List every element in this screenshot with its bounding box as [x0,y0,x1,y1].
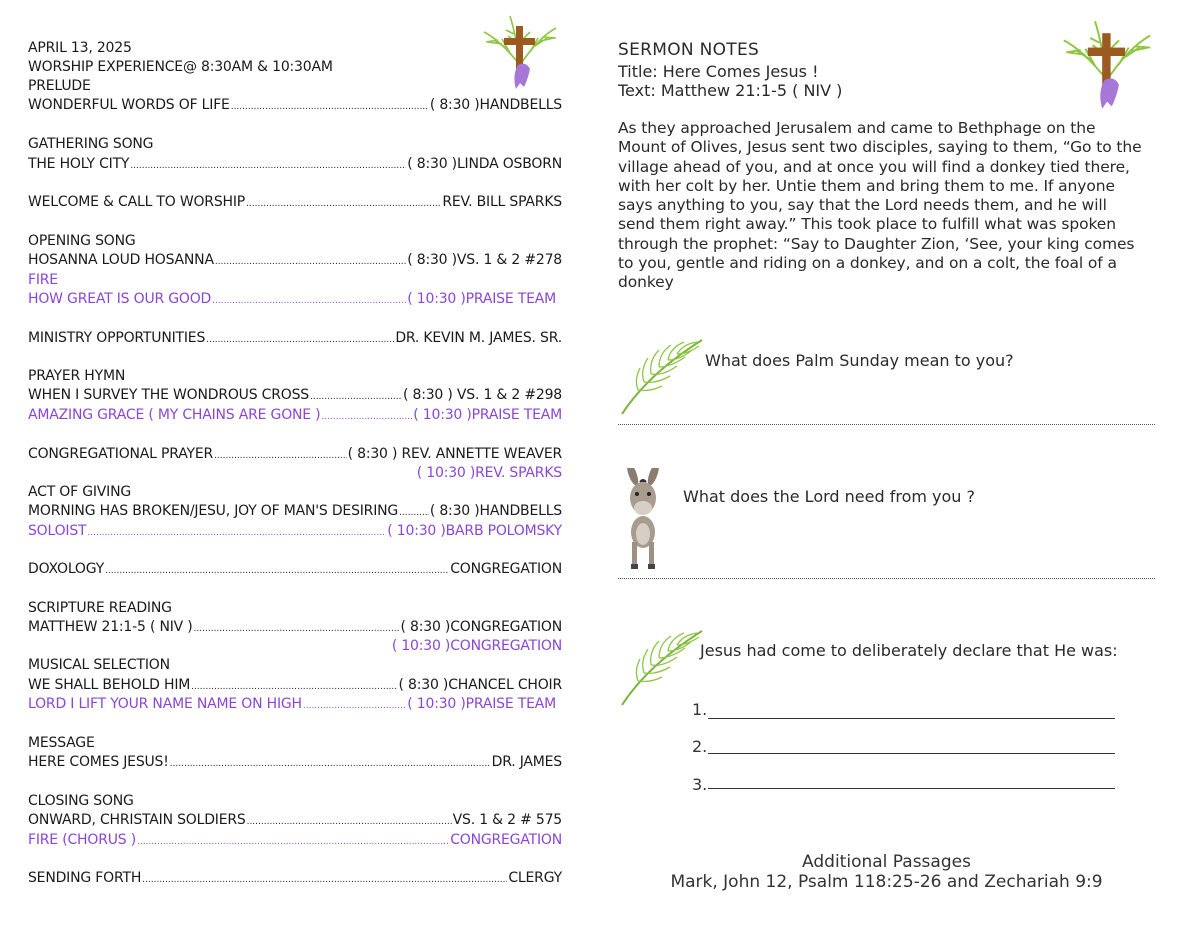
program-item: MORNING HAS BROKEN/JESU, JOY OF MAN'S DESIRING ..... ( 8:30 )HANDBELLS [28,501,562,521]
program-item: DOXOLOGY ..... CONGREGATION [28,559,562,579]
additional-passages-heading: Additional Passages [802,852,971,872]
program-item-fire: FIRE [28,272,58,288]
sermon-title: Title: Here Comes Jesus ! [618,62,819,81]
program-item: WE SHALL BEHOLD HIM ..... ( 8:30 )CHANCEL CHOIR [28,675,562,695]
blank-number: 2. [692,737,708,756]
service-times: WORSHIP EXPERIENCE@ 8:30AM & 10:30AM [28,59,333,75]
program-item: SENDING FORTH ..... CLERGY [28,868,562,888]
blank-number: 3. [692,775,708,794]
cross-palm-icon [1058,14,1156,116]
section-heading: MESSAGE [28,735,95,751]
program-item: AMAZING GRACE ( MY CHAINS ARE GONE ) ..... ( 10:30 )PRAISE TEAM [28,405,562,425]
palm-branch-icon [618,625,706,709]
donkey-icon [616,468,670,570]
section-heading: GATHERING SONG [28,136,154,152]
program-item: WHEN I SURVEY THE WONDROUS CROSS ..... ( 8:30 ) VS. 1 & 2 #298 [28,385,562,405]
program-item: ONWARD, CHRISTAIN SOLDIERS ..... VS. 1 & 2 # 575 [28,810,562,830]
program-item: LORD I LIFT YOUR NAME NAME ON HIGH ..... ( 10:30 )PRAISE TEAM [28,694,556,714]
section-heading: ACT OF GIVING [28,484,132,500]
service-date: APRIL 13, 2025 [28,40,132,56]
palm-branch-icon [618,334,706,418]
program-item: HOSANNA LOUD HOSANNA ..... ( 8:30 )VS. 1 & 2 #278 [28,250,562,270]
program-item: THE HOLY CITY ..... ( 8:30 )LINDA OSBORN [28,154,562,174]
fill-in-blank-line[interactable] [708,718,1115,719]
reflection-question-declare: Jesus had come to deliberately declare that He was: [700,641,1118,660]
program-item: WELCOME & CALL TO WORSHIP ..... REV. BILL SPARKS [28,192,562,212]
program-item: FIRE (CHORUS ) ..... CONGREGATION [28,830,562,850]
section-heading: PRELUDE [28,78,91,94]
scripture-passage: As they approached Jerusalem and came to Bethphage on the Mount of Olives, Jesus sent two disciples, saying to them, “Go to the village ahead of you, and at once you will find a donkey tied there, with her colt by her. Untie them and bring them to me. If anyone says anything to you, say that the Lord needs them, and he will send them right away.” This took place to fulfill what was spoken through the prophet: “Say to Daughter Zion, ‘See, your king comes to you, gentle and riding on a donkey, and on a colt, the foal of a donkey [618,119,1142,292]
cross-palm-icon [480,10,560,95]
program-item: WONDERFUL WORDS OF LIFE ..... ( 8:30 )HANDBELLS [28,95,562,115]
section-heading: OPENING SONG [28,233,136,249]
fill-in-blank-line[interactable] [708,753,1115,754]
section-heading: PRAYER HYMN [28,368,126,384]
reflection-question-lord-needs: What does the Lord need from you ? [683,487,976,506]
program-item: HOW GREAT IS OUR GOOD ..... ( 10:30 )PRAISE TEAM [28,289,556,309]
blank-number: 1. [692,700,708,719]
additional-passages-list: Mark, John 12, Psalm 118:25-26 and Zechariah 9:9 [670,872,1103,892]
program-item: MATTHEW 21:1-5 ( NIV ) ..... ( 8:30 )CONGREGATION [28,617,562,637]
answer-line[interactable] [618,578,1155,579]
program-item: CONGREGATIONAL PRAYER ..... ( 8:30 ) REV. ANNETTE WEAVER [28,444,562,464]
answer-line[interactable] [618,424,1155,425]
fill-in-blank-line[interactable] [708,788,1115,789]
reflection-question-palm-sunday: What does Palm Sunday mean to you? [705,351,1014,370]
program-item-second-service: ( 10:30 )REV. SPARKS [416,465,562,481]
sermon-text: Text: Matthew 21:1-5 ( NIV ) [618,81,843,100]
sermon-notes-heading: SERMON NOTES [618,40,760,60]
program-item-second-service: ( 10:30 )CONGREGATION [391,638,562,654]
program-item: MINISTRY OPPORTUNITIES ..... DR. KEVIN M. JAMES. SR. [28,328,562,348]
program-item: HERE COMES JESUS! ..... DR. JAMES [28,752,562,772]
program-item: SOLOIST ..... ( 10:30 )BARB POLOMSKY [28,521,562,541]
section-heading: MUSICAL SELECTION [28,657,170,673]
section-heading: CLOSING SONG [28,793,134,809]
section-heading: SCRIPTURE READING [28,600,172,616]
